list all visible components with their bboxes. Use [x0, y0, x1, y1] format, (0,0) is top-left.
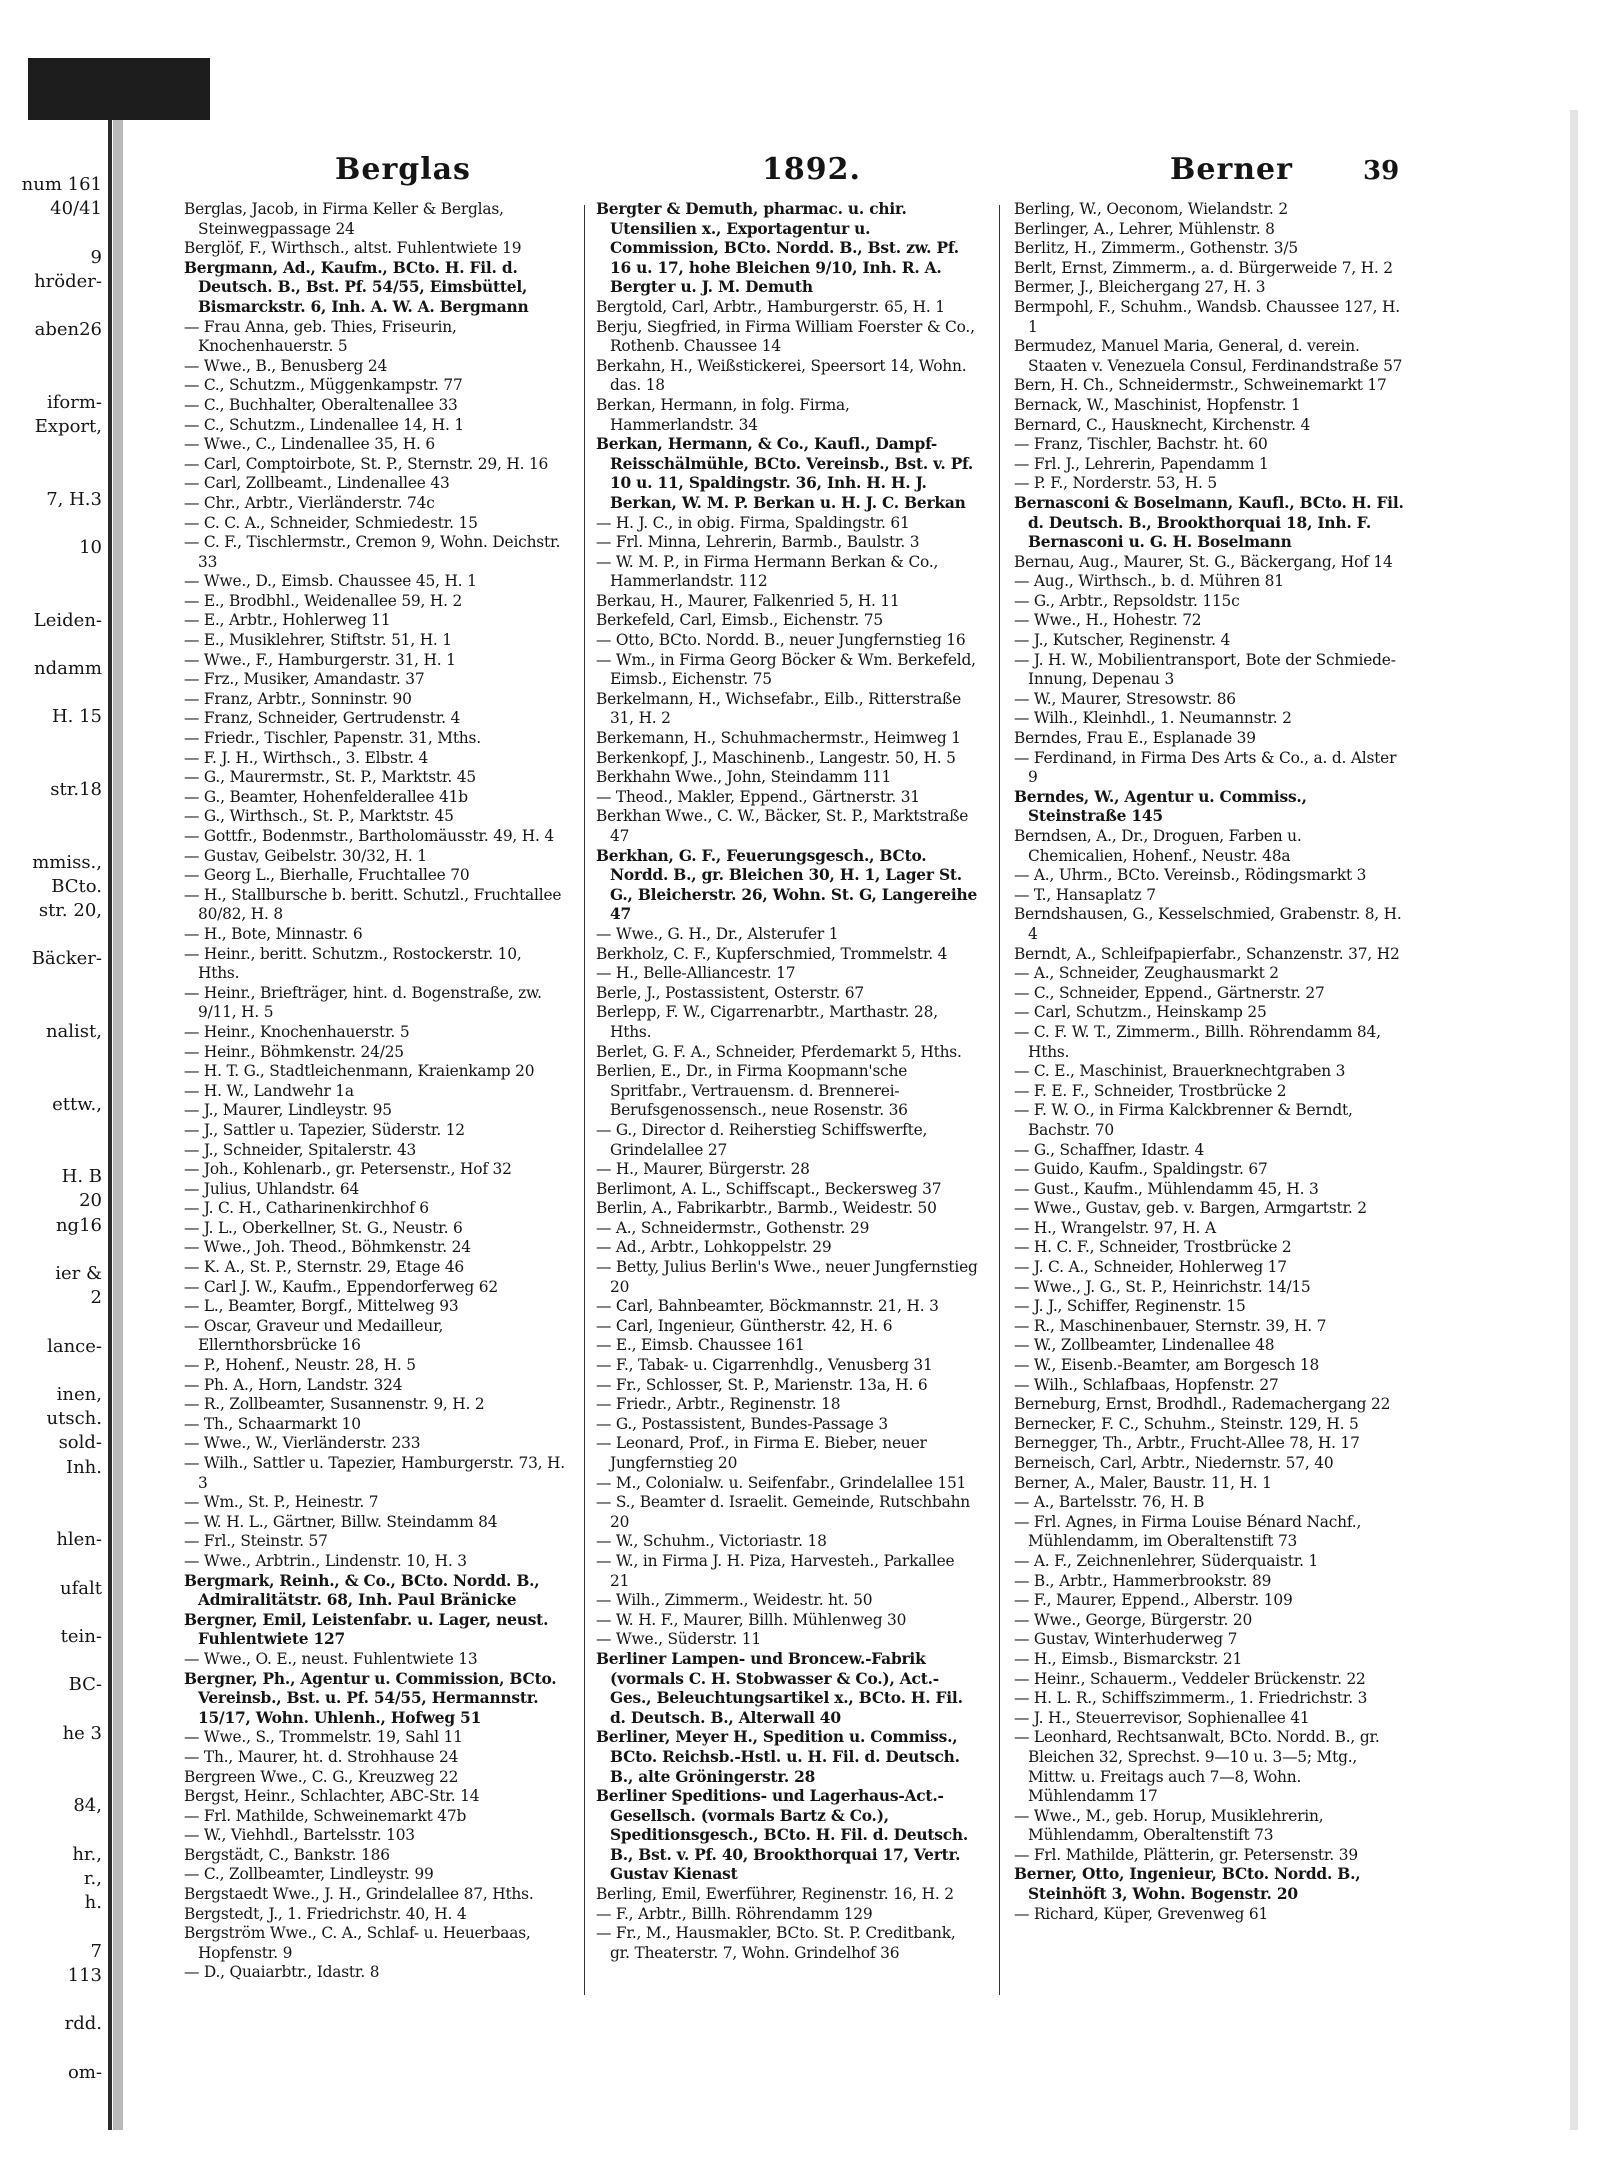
margin-fragment: inen,	[56, 1384, 102, 1405]
previous-page-fragment	[0, 174, 105, 2083]
directory-entry: — Wwe., Arbtrin., Lindenstr. 10, H. 3	[184, 1551, 467, 1570]
directory-entry: — Wwe., F., Hamburgerstr. 31, H. 1	[184, 650, 456, 669]
directory-entry: — H., Belle-Alliancestr. 17	[596, 964, 796, 983]
directory-entry: Bergter & Demuth, pharmac. u. chir. Utensilien x., Exportagentur u. Commission, BCto. Nordd. B., Bst. zw. Pf. 16 u. 17, hohe Bleichen 9/10, Inh. R. A. Bergter u. J. M. Demuth	[596, 200, 959, 297]
margin-fragment: Bäcker-	[31, 948, 102, 970]
margin-fragment: ng16	[55, 1214, 102, 1236]
directory-entry: Berndshausen, G., Kesselschmied, Grabenstr. 8, H. 4	[1014, 905, 1402, 943]
directory-entry: — C., Zollbeamter, Lindleystr. 99	[184, 1865, 434, 1884]
directory-entry: Berndt, A., Schleifpapierfabr., Schanzenstr. 37, H2	[1014, 944, 1400, 963]
directory-entry: — E., Musiklehrer, Stiftstr. 51, H. 1	[184, 631, 452, 650]
directory-entry: — Wwe., O. E., neust. Fuhlentwiete 13	[184, 1649, 478, 1668]
directory-entry: Bergström Wwe., C. A., Schlaf- u. Heuerbaas, Hopfenstr. 9	[184, 1924, 531, 1962]
directory-entry: — Franz, Schneider, Gertrudenstr. 4	[184, 709, 461, 728]
directory-entry: — Wwe., Gustav, geb. v. Bargen, Armgartstr. 2	[1014, 1199, 1367, 1218]
directory-entry: — C. F., Tischlermstr., Cremon 9, Wohn. Deichstr. 33	[184, 533, 561, 571]
directory-entry: Berglas, Jacob, in Firma Keller & Berglas, Steinwegpassage 24	[184, 200, 504, 238]
directory-entry: — S., Beamter d. Israelit. Gemeinde, Rutschbahn 20	[596, 1493, 971, 1531]
directory-entry: — H., Wrangelstr. 97, H. A	[1014, 1218, 1216, 1237]
directory-entry: — P., Hohenf., Neustr. 28, H. 5	[184, 1356, 416, 1375]
margin-fragment: h.	[84, 1892, 102, 1914]
directory-entry: Berlepp, F. W., Cigarrenarbtr., Marthastr. 28, Hths.	[596, 1003, 938, 1041]
directory-entry: — C., Schutzm., Müggenkampstr. 77	[184, 376, 463, 395]
directory-entry: Berkhahn Wwe., John, Steindamm 111	[596, 768, 892, 787]
directory-entry: Berkahn, H., Weißstickerei, Speersort 14, Wohn. das. 18	[596, 356, 967, 395]
directory-entry: Bernack, W., Maschinist, Hopfenstr. 1	[1014, 395, 1301, 414]
directory-entry: Berndes, Frau E., Esplanade 39	[1014, 729, 1256, 748]
directory-entry: — F. J. H., Wirthsch., 3. Elbstr. 4	[184, 748, 429, 767]
directory-entry: — W. H. F., Maurer, Billh. Mühlenweg 30	[596, 1610, 907, 1629]
directory-entry: Bergstedt, J., 1. Friedrichstr. 40, H. 4	[184, 1904, 467, 1923]
directory-entry: — Joh., Kohlenarb., gr. Petersenstr., Hof 32	[184, 1160, 512, 1179]
directory-entry: — A., Schneider, Zeughausmarkt 2	[1014, 964, 1279, 983]
directory-entry: — Frl. Minna, Lehrerin, Barmb., Baulstr. 3	[596, 533, 920, 552]
directory-entry: — Gustav, Winterhuderweg 7	[1014, 1630, 1238, 1649]
directory-entry: — Richard, Küper, Grevenweg 61	[1014, 1904, 1269, 1923]
directory-entry: — Frl., Steinstr. 57	[184, 1532, 328, 1551]
margin-fragment: nalist,	[45, 1021, 102, 1042]
directory-entry: Berlien, E., Dr., in Firma Koopmann'sche Spritfabr., Vertrauensm. d. Brennerei-Berufsgenossensch., neue Rosenstr. 36	[596, 1062, 908, 1120]
directory-entry: Berkenkopf, J., Maschinenb., Langestr. 50, H. 5	[596, 748, 956, 767]
directory-entry: Berkan, Hermann, & Co., Kaufl., Dampf-Reisschälmühle, BCto. Vereinsb., Bst. v. Pf. 10 u. 11, Spaldingstr. 36, Inh. H. H. J. Berkan, W. M. P. Berkan u. H. J. C. Berkan	[596, 435, 974, 512]
directory-entry: — Frl. Mathilde, Plätterin, gr. Petersenstr. 39	[1014, 1845, 1358, 1864]
directory-entry: — Wwe., Süderstr. 11	[596, 1630, 761, 1649]
directory-entry: — Oscar, Graveur und Medailleur, Ellernthorsbrücke 16	[184, 1316, 444, 1355]
directory-entry: Berkemann, H., Schuhmachermstr., Heimweg 1	[596, 729, 961, 748]
directory-entry: — Wilh., Sattler u. Tapezier, Hamburgerstr. 73, H. 3	[184, 1454, 565, 1492]
directory-entry: — Th., Maurer, ht. d. Strohhause 24	[184, 1747, 459, 1766]
margin-fragment: hr.,	[72, 1843, 102, 1865]
directory-entry: Bernard, C., Hausknecht, Kirchenstr. 4	[1014, 415, 1311, 434]
directory-entry: — A., Schneidermstr., Gothenstr. 29	[596, 1218, 870, 1237]
directory-entry: Bergstädt, C., Bankstr. 186	[184, 1845, 390, 1864]
directory-entry: — Wwe., George, Bürgerstr. 20	[1014, 1610, 1253, 1629]
directory-entry: — F., Maurer, Eppend., Alberstr. 109	[1014, 1591, 1293, 1610]
margin-fragment: str.18	[50, 779, 102, 800]
directory-entry: — P. F., Norderstr. 53, H. 5	[1014, 474, 1217, 493]
directory-entry: — C., Schneider, Eppend., Gärtnerstr. 27	[1014, 983, 1325, 1002]
margin-fragment: rdd.	[64, 2013, 102, 2035]
directory-entry: Bernecker, F. C., Schuhm., Steinstr. 129, H. 5	[1014, 1414, 1359, 1433]
margin-fragment: sold-	[58, 1432, 102, 1454]
directory-entry: — J., Kutscher, Reginenstr. 4	[1014, 631, 1231, 650]
directory-entry: Bermer, J., Bleichergang 27, H. 3	[1014, 278, 1266, 297]
directory-entry: — E., Brodbhl., Weidenallee 59, H. 2	[184, 591, 463, 610]
directory-entry: Bergmann, Ad., Kaufm., BCto. H. Fil. d. Deutsch. B., Bst. Pf. 54/55, Eimsbüttel, Bismarckstr. 6, Inh. A. W. A. Bergmann	[184, 258, 529, 316]
directory-entry: — Leonard, Prof., in Firma E. Bieber, neuer Jungfernstieg 20	[596, 1434, 927, 1472]
directory-entry: — Wwe., G. H., Dr., Alsterufer 1	[596, 924, 839, 943]
directory-entry: Bergst, Heinr., Schlachter, ABC-Str. 14	[184, 1787, 480, 1806]
directory-entry: Bernegger, Th., Arbtr., Frucht-Allee 78, H. 17	[1014, 1434, 1360, 1453]
directory-entry: — Heinr., Knochenhauerstr. 5	[184, 1022, 410, 1041]
directory-entry: — E., Arbtr., Hohlerweg 11	[184, 611, 391, 630]
directory-entry: — F., Arbtr., Billh. Röhrendamm 129	[596, 1904, 873, 1923]
directory-entry: Bern, H. Ch., Schneidermstr., Schweinemarkt 17	[1014, 376, 1387, 395]
directory-entry: — Aug., Wirthsch., b. d. Mühren 81	[1014, 572, 1284, 591]
directory-entry: — J., Schneider, Spitalerstr. 43	[184, 1140, 417, 1159]
directory-entry: — Wilh., Schlafbaas, Hopfenstr. 27	[1014, 1375, 1279, 1394]
directory-entry: — Wwe., M., geb. Horup, Musiklehrerin, Mühlendamm, Oberaltenstift 73	[1014, 1806, 1324, 1845]
running-head-year: 1892.	[762, 152, 861, 187]
directory-entry: — C., Schutzm., Lindenallee 14, H. 1	[184, 415, 464, 434]
directory-entry: — W., Zollbeamter, Lindenallee 48	[1014, 1336, 1275, 1355]
directory-entry: Berju, Siegfried, in Firma William Foerster & Co., Rothenb. Chaussee 14	[596, 317, 975, 356]
margin-fragment: 7	[90, 1940, 102, 1962]
directory-entry: — W., Viehhdl., Bartelsstr. 103	[184, 1826, 415, 1845]
directory-entry: — H. L. R., Schiffszimmerm., 1. Friedrichstr. 3	[1014, 1689, 1368, 1708]
running-head-left: Berglas	[335, 152, 471, 187]
directory-entry: — J. L., Oberkellner, St. G., Neustr. 6	[184, 1218, 463, 1237]
directory-entry: — Heinr., Böhmkenstr. 24/25	[184, 1042, 404, 1061]
directory-entry: — B., Arbtr., Hammerbrookstr. 89	[1014, 1571, 1272, 1590]
directory-entry: — C. C. A., Schneider, Schmiedestr. 15	[184, 513, 478, 532]
directory-entry: — E., Eimsb. Chaussee 161	[596, 1336, 805, 1355]
directory-entry: Berlimont, A. L., Schiffscapt., Beckersweg 37	[596, 1179, 942, 1198]
directory-entry: — Wwe., S., Trommelstr. 19, Sahl 11	[184, 1728, 463, 1747]
directory-entry: Bergreen Wwe., C. G., Kreuzweg 22	[184, 1767, 459, 1786]
directory-entry: Berkelmann, H., Wichsefabr., Eilb., Ritterstraße 31, H. 2	[596, 689, 962, 728]
directory-entry: — Otto, BCto. Nordd. B., neuer Jungfernstieg 16	[596, 631, 966, 650]
directory-entry: — Wwe., W., Vierländerstr. 233	[184, 1434, 421, 1453]
directory-entry: — Wm., in Firma Georg Böcker & Wm. Berkefeld, Eimsb., Eichenstr. 75	[596, 650, 976, 689]
margin-fragment: 40/41	[50, 198, 102, 220]
margin-fragment: ier &	[55, 1263, 102, 1284]
directory-entry: — Carl, Schutzm., Heinskamp 25	[1014, 1003, 1267, 1022]
directory-entry: — Wilh., Kleinhdl., 1. Neumannstr. 2	[1014, 709, 1292, 728]
directory-entry: Berkholz, C. F., Kupferschmied, Trommelstr. 4	[596, 944, 948, 963]
directory-entry: — Ad., Arbtr., Lohkoppelstr. 29	[596, 1238, 832, 1257]
directory-entry: Berndsen, A., Dr., Droguen, Farben u. Chemicalien, Hohenf., Neustr. 48a	[1014, 827, 1302, 865]
directory-entry: — Wm., St. P., Heinestr. 7	[184, 1493, 379, 1512]
directory-entry: — C. F. W. T., Zimmerm., Billh. Röhrendamm 84, Hths.	[1014, 1022, 1381, 1061]
directory-entry: Berlitz, H., Zimmerm., Gothenstr. 3/5	[1014, 239, 1298, 258]
column-rule	[584, 205, 585, 1995]
margin-fragment: Inh.	[65, 1456, 102, 1478]
directory-entry: — Frz., Musiker, Amandastr. 37	[184, 670, 425, 689]
directory-entry: Bermudez, Manuel Maria, General, d. verein. Staaten v. Venezuela Consul, Ferdinandstraße 57	[1014, 337, 1403, 375]
directory-entry: Berling, W., Oeconom, Wielandstr. 2	[1014, 200, 1288, 218]
margin-fragment: hlen-	[56, 1529, 102, 1551]
page-gutter-shadow	[108, 120, 112, 2130]
directory-entry: — Wilh., Zimmerm., Weidestr. ht. 50	[596, 1591, 873, 1610]
margin-fragment: om-	[68, 2061, 102, 2083]
directory-entry: — W., Maurer, Stresowstr. 86	[1014, 689, 1236, 708]
margin-fragment: Export,	[34, 416, 102, 437]
margin-fragment: aben26	[34, 319, 102, 341]
margin-fragment: 9	[90, 246, 102, 268]
directory-entry: — J., Sattler u. Tapezier, Süderstr. 12	[184, 1120, 465, 1139]
margin-fragment: mmiss.,	[32, 851, 102, 873]
directory-entry: — Julius, Uhlandstr. 64	[184, 1179, 360, 1198]
margin-fragment: ettw.,	[52, 1093, 102, 1115]
directory-entry: — H., Eimsb., Bismarckstr. 21	[1014, 1649, 1243, 1668]
directory-entry: Bergstaedt Wwe., J. H., Grindelallee 87, Hths.	[184, 1885, 534, 1904]
directory-entry: — G., Wirthsch., St. P., Marktstr. 45	[184, 807, 454, 826]
directory-entry: — Frau Anna, geb. Thies, Friseurin, Knochenhauerstr. 5	[184, 317, 457, 356]
directory-entry: Berneburg, Ernst, Brodhdl., Rademachergang 22	[1014, 1395, 1391, 1414]
directory-entry: — F. W. O., in Firma Kalckbrenner & Berndt, Bachstr. 70	[1014, 1101, 1353, 1139]
page-number: 39	[1363, 156, 1400, 186]
directory-entry: Berle, J., Postassistent, Osterstr. 67	[596, 983, 864, 1002]
directory-entry: — Leonhard, Rechtsanwalt, BCto. Nordd. B., gr. Bleichen 32, Sprechst. 9—10 u. 3—5; Mtg., Mittw. u. Freitags auch 7—8, Wohn. Mühlendamm 17	[1014, 1728, 1380, 1806]
directory-entry: Berliner Lampen- und Broncew.-Fabrik (vormals C. H. Stobwasser & Co.), Act.-Ges., Beleuchtungsartikel x., BCto. H. Fil. d. Deutsch. B., Alterwall 40	[596, 1649, 963, 1727]
directory-entry: — D., Quaiarbtr., Idastr. 8	[184, 1963, 380, 1982]
directory-entry: — G., Postassistent, Bundes-Passage 3	[596, 1414, 889, 1433]
directory-entry: — Gustav, Geibelstr. 30/32, H. 1	[184, 846, 427, 865]
margin-fragment: 20	[79, 1190, 102, 1212]
directory-entry: Berlet, G. F. A., Schneider, Pferdemarkt 5, Hths.	[596, 1042, 962, 1061]
directory-entry: — H., Stallbursche b. beritt. Schutzl., Fruchtallee 80/82, H. 8	[184, 885, 562, 924]
directory-entry: — Friedr., Tischler, Papenstr. 31, Mths.	[184, 729, 481, 748]
directory-entry: — Frl. Agnes, in Firma Louise Bénard Nachf., Mühlendamm, im Oberaltenstift 73	[1014, 1512, 1362, 1551]
margin-fragment: lance-	[47, 1335, 102, 1357]
directory-entry: — L., Beamter, Borgf., Mittelweg 93	[184, 1297, 459, 1316]
directory-entry: — H. C. F., Schneider, Trostbrücke 2	[1014, 1238, 1292, 1257]
directory-entry: Berlinger, A., Lehrer, Mühlenstr. 8	[1014, 219, 1275, 238]
column-rule	[999, 205, 1000, 1995]
directory-entry: Bermpohl, F., Schuhm., Wandsb. Chaussee 127, H. 1	[1014, 297, 1400, 336]
directory-entry: — G., Schaffner, Idastr. 4	[1014, 1140, 1205, 1159]
margin-fragment: BC-	[68, 1674, 102, 1696]
directory-entry: — A., Uhrm., BCto. Vereinsb., Rödingsmarkt 3	[1014, 866, 1367, 885]
margin-fragment: 10	[79, 537, 102, 558]
directory-entry: Berglöf, F., Wirthsch., altst. Fuhlentwiete 19	[184, 239, 522, 258]
directory-entry: Bergner, Emil, Leistenfabr. u. Lager, neust. Fuhlentwiete 127	[184, 1610, 549, 1649]
directory-entry: — J. H. W., Mobilientransport, Bote der Schmiede-Innung, Depenau 3	[1014, 650, 1396, 689]
directory-entry: Berliner, Meyer H., Spedition u. Commiss., BCto. Reichsb.-Hstl. u. H. Fil. d. Deutsch. B., alte Gröningerstr. 28	[596, 1728, 960, 1786]
directory-entry: — Carl, Comptoirbote, St. P., Sternstr. 29, H. 16	[184, 454, 549, 473]
margin-fragment: 113	[67, 1964, 102, 1986]
margin-fragment: he 3	[62, 1722, 102, 1744]
directory-entry: — F., Tabak- u. Cigarrenhdlg., Venusberg 31	[596, 1356, 933, 1375]
directory-column-3	[1014, 200, 1404, 2000]
directory-entry: — Wwe., Joh. Theod., Böhmkenstr. 24	[184, 1238, 471, 1257]
directory-entry: Bergmark, Reinh., & Co., BCto. Nordd. B., Admiralitätstr. 68, Inh. Paul Bränicke	[184, 1571, 540, 1610]
directory-entry: — C. E., Maschinist, Brauerknechtgraben 3	[1014, 1062, 1346, 1081]
directory-entry: — Friedr., Arbtr., Reginenstr. 18	[596, 1395, 841, 1414]
directory-entry: — G., Arbtr., Repsoldstr. 115c	[1014, 591, 1240, 610]
directory-entry: — W., Schuhm., Victoriastr. 18	[596, 1532, 827, 1551]
directory-entry: — Theod., Makler, Eppend., Gärtnerstr. 31	[596, 787, 920, 806]
directory-entry: — Wwe., D., Eimsb. Chaussee 45, H. 1	[184, 572, 477, 591]
directory-entry: Bergtold, Carl, Arbtr., Hamburgerstr. 65, H. 1	[596, 297, 945, 316]
margin-fragment: num 161	[21, 174, 102, 195]
directory-entry: — Ph. A., Horn, Landstr. 324	[184, 1375, 403, 1394]
directory-entry: Berkan, Hermann, in folg. Firma, Hammerlandstr. 34	[596, 395, 850, 434]
directory-entry: — Wwe., J. G., St. P., Heinrichstr. 14/15	[1014, 1277, 1311, 1296]
directory-entry: Berndes, W., Agentur u. Commiss., Steinstraße 145	[1014, 787, 1307, 826]
directory-entry: — J. C. H., Catharinenkirchhof 6	[184, 1199, 429, 1218]
directory-entry: — J., Maurer, Lindleystr. 95	[184, 1101, 392, 1120]
directory-entry: — Franz, Tischler, Bachstr. ht. 60	[1014, 435, 1268, 454]
margin-fragment: iform-	[46, 391, 102, 413]
directory-entry: — G., Maurermstr., St. P., Marktstr. 45	[184, 768, 476, 787]
directory-entry: — K. A., St. P., Sternstr. 29, Etage 46	[184, 1258, 465, 1277]
directory-entry: — H., Bote, Minnastr. 6	[184, 924, 363, 943]
running-head-right: Berner	[1170, 152, 1293, 187]
directory-entry: — J. J., Schiffer, Reginenstr. 15	[1014, 1297, 1246, 1316]
directory-entry: Berner, Otto, Ingenieur, BCto. Nordd. B., Steinhöft 3, Wohn. Bogenstr. 20	[1014, 1865, 1361, 1904]
directory-entry: — Carl, Zollbeamt., Lindenallee 43	[184, 474, 450, 493]
directory-entry: — Frl. Mathilde, Schweinemarkt 47b	[184, 1806, 467, 1825]
directory-entry: — R., Zollbeamter, Susannenstr. 9, H. 2	[184, 1395, 485, 1414]
margin-fragment: utsch.	[46, 1408, 102, 1430]
directory-entry: — W. M. P., in Firma Hermann Berkan & Co., Hammerlandstr. 112	[596, 552, 939, 591]
directory-entry: Berner, A., Maler, Baustr. 11, H. 1	[1014, 1473, 1272, 1492]
directory-entry: — R., Maschinenbauer, Sternstr. 39, H. 7	[1014, 1316, 1327, 1335]
directory-entry: Berneisch, Carl, Arbtr., Niedernstr. 57, 40	[1014, 1454, 1334, 1472]
directory-entry: Berling, Emil, Ewerführer, Reginenstr. 16, H. 2	[596, 1885, 954, 1904]
margin-fragment: 84,	[73, 1795, 102, 1817]
directory-entry: — H., Maurer, Bürgerstr. 28	[596, 1160, 810, 1179]
directory-entry: — H. T. G., Stadtleichenmann, Kraienkamp 20	[184, 1062, 535, 1081]
directory-entry: — M., Colonialw. u. Seifenfabr., Grindelallee 151	[596, 1473, 967, 1492]
directory-entry: Berkau, H., Maurer, Falkenried 5, H. 11	[596, 591, 900, 610]
directory-entry: — F. E. F., Schneider, Trostbrücke 2	[1014, 1081, 1287, 1100]
directory-entry: Berlin, A., Fabrikarbtr., Barmb., Weidestr. 50	[596, 1199, 937, 1218]
directory-entry: — Wwe., H., Hohestr. 72	[1014, 611, 1202, 630]
directory-entry: — Guido, Kaufm., Spaldingstr. 67	[1014, 1160, 1268, 1179]
margin-fragment: 7, H.3	[46, 488, 102, 510]
directory-entry: — Gottfr., Bodenmstr., Bartholomäusstr. 49, H. 4	[184, 827, 554, 845]
directory-entry: Bernau, Aug., Maurer, St. G., Bäckergang, Hof 14	[1014, 552, 1393, 571]
directory-entry: Bernasconi & Boselmann, Kaufl., BCto. H. Fil. d. Deutsch. B., Brookthorquai 18, Inh. F. Bernasconi u. G. H. Boselmann	[1014, 493, 1404, 552]
directory-column-1	[184, 200, 566, 2000]
directory-entry: — Wwe., B., Benusberg 24	[184, 356, 388, 375]
directory-entry: — Carl J. W., Kaufm., Eppendorferweg 62	[184, 1277, 498, 1296]
directory-entry: — H. J. C., in obig. Firma, Spaldingstr. 61	[596, 513, 910, 532]
directory-entry: — Carl, Ingenieur, Güntherstr. 42, H. 6	[596, 1316, 893, 1335]
page-edge-right	[1570, 110, 1578, 2130]
directory-entry: — C., Buchhalter, Oberaltenallee 33	[184, 395, 458, 414]
directory-entry: — Gust., Kaufm., Mühlendamm 45, H. 3	[1014, 1179, 1319, 1198]
directory-entry: Bergner, Ph., Agentur u. Commission, BCto. Vereinsb., Bst. u. Pf. 54/55, Hermannstr. 15/17, Wohn. Uhlenh., Hofweg 51	[184, 1669, 557, 1727]
film-border	[28, 58, 210, 120]
directory-entry: — A., Bartelsstr. 76, H. B	[1014, 1493, 1205, 1512]
directory-entry: — W., Eisenb.-Beamter, am Borgesch 18	[1014, 1356, 1320, 1375]
margin-fragment: tein-	[60, 1626, 102, 1647]
margin-fragment: ndamm	[34, 658, 102, 679]
directory-column-2	[596, 200, 978, 2000]
directory-entry: — A. F., Zeichnenlehrer, Süderquaistr. 1	[1014, 1551, 1319, 1570]
directory-entry: — W., in Firma J. H. Piza, Harvesteh., Parkallee 21	[596, 1551, 955, 1590]
directory-entry: — Wwe., C., Lindenallee 35, H. 6	[184, 435, 435, 454]
directory-entry: — J. C. A., Schneider, Hohlerweg 17	[1014, 1258, 1287, 1277]
margin-fragment: hröder-	[34, 270, 102, 292]
directory-entry: — Th., Schaarmarkt 10	[184, 1414, 361, 1433]
directory-entry: — G., Beamter, Hohenfelderallee 41b	[184, 787, 468, 806]
directory-entry: — W. H. L., Gärtner, Billw. Steindamm 84	[184, 1512, 498, 1531]
directory-entry: Berlt, Ernst, Zimmerm., a. d. Bürgerweide 7, H. 2	[1014, 258, 1393, 277]
margin-fragment: BCto.	[51, 875, 102, 897]
directory-entry: Berliner Speditions- und Lagerhaus-Act.-Gesellsch. (vormals Bartz & Co.), Speditionsgesch., BCto. H. Fil. d. Deutsch. B., Bst. v. Pf. 40, Brookthorquai 17, Vertr. Gustav Kienast	[596, 1787, 969, 1884]
directory-entry: — H. W., Landwehr 1a	[184, 1081, 354, 1100]
directory-entry: — Franz, Arbtr., Sonninstr. 90	[184, 689, 412, 708]
directory-entry: — Betty, Julius Berlin's Wwe., neuer Jungfernstieg 20	[596, 1258, 978, 1296]
margin-fragment: H. 15	[51, 706, 102, 728]
directory-entry: — J. H., Steuerrevisor, Sophienallee 41	[1014, 1708, 1310, 1727]
directory-entry: — T., Hansaplatz 7	[1014, 885, 1156, 904]
directory-entry: — Fr., M., Hausmakler, BCto. St. P. Creditbank, gr. Theaterstr. 7, Wohn. Grindelhof 36	[596, 1924, 956, 1962]
directory-entry: Berkhan Wwe., C. W., Bäcker, St. P., Marktstraße 47	[596, 807, 969, 845]
margin-fragment: H. B	[61, 1166, 102, 1188]
margin-fragment: ufalt	[60, 1577, 102, 1599]
directory-entry: — Frl. J., Lehrerin, Papendamm 1	[1014, 454, 1269, 473]
directory-entry: — Georg L., Bierhalle, Fruchtallee 70	[184, 866, 470, 885]
margin-fragment: r.,	[83, 1868, 102, 1889]
directory-entry: — G., Director d. Reiherstieg Schiffswerfte, Grindelallee 27	[596, 1120, 928, 1159]
directory-entry: — Heinr., Schauerm., Veddeler Brückenstr. 22	[1014, 1669, 1366, 1688]
page-gutter-edge	[113, 120, 123, 2130]
directory-entry: Berkefeld, Carl, Eimsb., Eichenstr. 75	[596, 611, 883, 630]
directory-entry: — Heinr., beritt. Schutzm., Rostockerstr. 10, Hths.	[184, 944, 522, 983]
directory-entry: — Chr., Arbtr., Vierländerstr. 74c	[184, 493, 435, 512]
directory-entry: — Heinr., Briefträger, hint. d. Bogenstraße, zw. 9/11, H. 5	[184, 983, 542, 1022]
margin-fragment: Leiden-	[33, 609, 102, 631]
directory-entry: Berkhan, G. F., Feuerungsgesch., BCto. Nordd. B., gr. Bleichen 30, H. 1, Lager St. G., Bleicherstr. 26, Wohn. St. G, Langereihe 47	[596, 846, 978, 924]
directory-entry: — Ferdinand, in Firma Des Arts & Co., a. d. Alster 9	[1014, 748, 1397, 787]
margin-fragment: str. 20,	[38, 900, 102, 921]
directory-entry: — Carl, Bahnbeamter, Böckmannstr. 21, H. 3	[596, 1297, 939, 1316]
margin-fragment: 2	[90, 1287, 102, 1309]
directory-entry: — Fr., Schlosser, St. P., Marienstr. 13a, H. 6	[596, 1375, 928, 1394]
